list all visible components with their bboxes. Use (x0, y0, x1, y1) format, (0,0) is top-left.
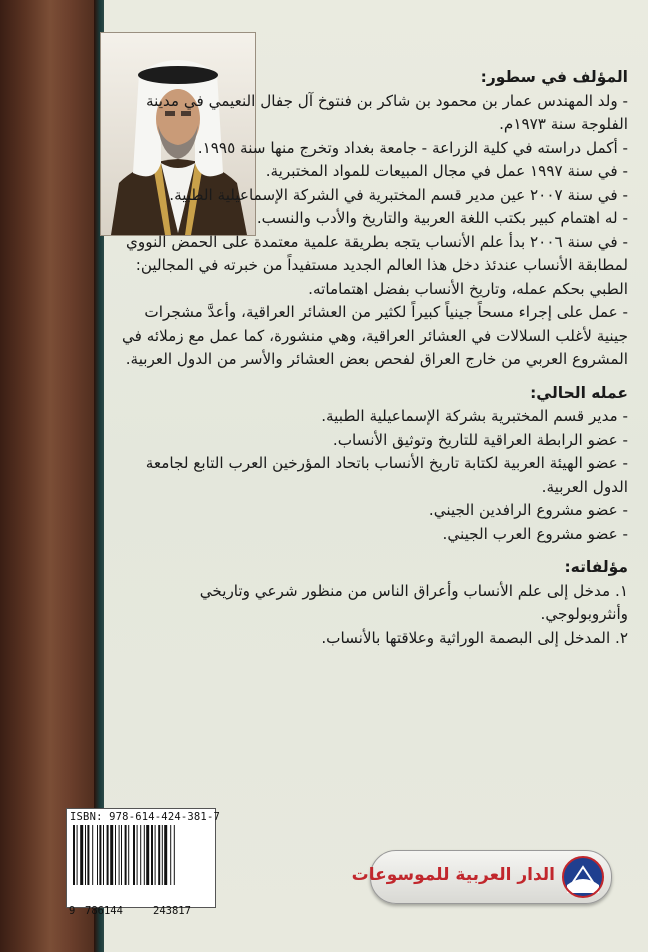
barcode-bar (103, 825, 104, 885)
barcode-bar (80, 825, 83, 885)
work-item: - عضو الهيئة العربية لكتابة تاريخ الأنساب باتحاد المؤرخين العرب التابع لجامعة الدول العربية. (145, 454, 628, 496)
barcode-bar (128, 825, 129, 885)
barcode-bar (73, 825, 75, 885)
isbn-label: ISBN: 978-614-424-381-7 (70, 811, 220, 823)
barcode-bar (174, 825, 175, 885)
works-item: ٢. المدخل إلى البصمة الوراثية وعلاقتها بالأنساب. (321, 628, 628, 647)
barcode-bar (99, 825, 101, 885)
bio-item: - له اهتمام كبير بكتب اللغة العربية والتاريخ والأدب والنسب. (256, 209, 628, 227)
barcode-bar (133, 825, 135, 885)
barcode-bar (155, 825, 156, 885)
barcode-bar (121, 825, 122, 885)
barcode-bar (115, 825, 116, 885)
barcode-bar (146, 825, 149, 885)
barcode-bar (97, 825, 98, 885)
barcode-bar (77, 825, 78, 885)
work-item: - مدير قسم المختبرية بشركة الإسماعيلية الطبية. (321, 407, 628, 425)
barcode-bar (170, 825, 171, 885)
bio-item: - أكمل دراسته في كلية الزراعة - جامعة بغداد وتخرج منها سنة ١٩٩٥. (197, 138, 628, 157)
author-heading: المؤلف في سطور: (480, 68, 628, 86)
barcode-digit-first: 9 (69, 905, 76, 917)
barcode-bar (140, 825, 141, 885)
work-item: - عضو مشروع العرب الجيني. (442, 524, 628, 543)
barcode-bar (137, 825, 138, 885)
bio-item: - في سنة ١٩٩٧ عمل في مجال المبيعات للمواد المختبرية. (265, 162, 628, 180)
barcode-bar (144, 825, 145, 885)
barcode-bar (125, 825, 127, 885)
barcode-bar (87, 825, 89, 885)
barcode-digits-right: 243817 (153, 905, 191, 917)
bio-item: - ولد المهندس عمار بن محمود بن شاكر بن فنتوخ آل جفال النعيمي في مدينة الفلوجة سنة ١٩٧٣م. (145, 91, 628, 133)
bio-item: - في سنة ٢٠٠٧ عين مدير قسم المختبرية في الشركة الإسماعيلية الطبية. (169, 185, 628, 204)
publisher-logo (351, 850, 612, 904)
work-item: - عضو مشروع الرافدين الجيني. (428, 501, 628, 519)
current-work-heading: عمله الحالي: (530, 383, 628, 402)
bio-item: - عمل على إجراء مسحاً جينياً كبيراً لكثير من العشائر العراقية، وأعدَّ مشجرات جينية لأغلب السلالات في العشائر العراقية، وهي منشورة، كما عمل مع زملائه في المشروع العربي من خارج العراق لفحص بعض العشائر والأسر من الدول العربية. (121, 303, 628, 368)
barcode-bars (73, 825, 209, 885)
isbn-barcode (66, 808, 220, 917)
publisher-name: الدار العربية للموسوعات (351, 865, 555, 885)
barcode-bar (151, 825, 153, 885)
barcode-bar (85, 825, 86, 885)
publisher-emblem-icon (561, 855, 605, 899)
barcode-bar (107, 825, 109, 885)
work-item: - عضو الرابطة العراقية للتاريخ وتوثيق الأنساب. (332, 430, 628, 449)
author-bio-text (113, 66, 628, 650)
barcode-bar (110, 825, 113, 885)
works-heading: مؤلفاته: (564, 558, 628, 576)
bio-item: - في سنة ٢٠٠٦ بدأ علم الأنساب يتجه بطريقة علمية معتمدة على الحمض النووي لمطابقة الأنساب عندئذ دخل هذا العالم الجديد مستفيداً من خبرته في المجالين: الطبي بحكم عمله، وتاريخ الأنساب بفضل اهتماماته. (126, 232, 628, 298)
barcode-digits-left: 786144 (85, 905, 123, 917)
barcode-bar (119, 825, 120, 885)
barcode-bar (92, 825, 93, 885)
barcode-bar (164, 825, 167, 885)
barcode-bar (162, 825, 163, 885)
barcode-bar (158, 825, 160, 885)
works-item: ١. مدخل إلى علم الأنساب وأعراق الناس من منظور شرعي وتاريخي وأنثروبولوجي. (199, 581, 628, 623)
